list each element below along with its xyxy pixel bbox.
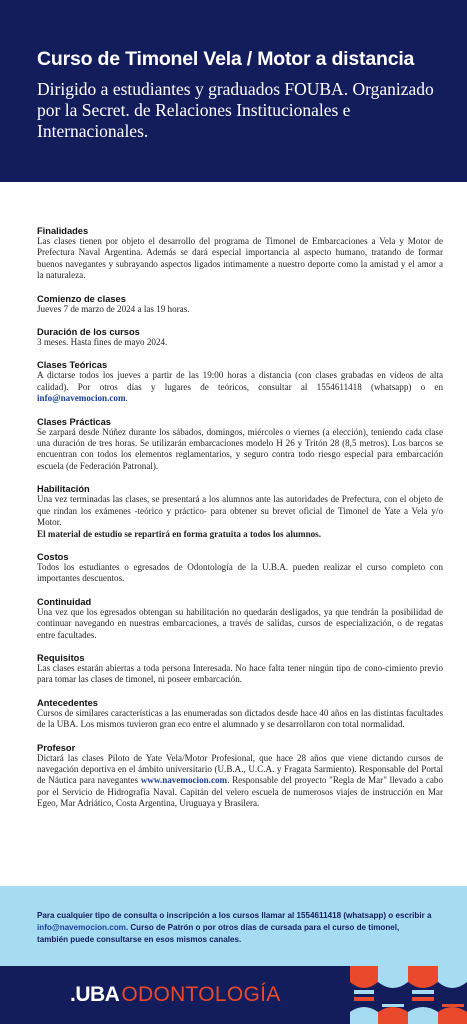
contact-text-part: . Curso de Patrón o por otros días de cursada para el curso de timonel, también puede consultarse en esos mismos canales. — [37, 923, 400, 944]
website-link[interactable]: www.navemocion.com — [140, 775, 228, 786]
footer-email-link[interactable]: info@navemocion.com — [37, 923, 126, 932]
section-finalidades — [37, 226, 443, 282]
section-body: Las clases estarán abiertas a toda persona Interesada. No hace falta tener ningún tipo de cono-cimiento previo para tomar las clases de timonel, ni poseer embarcación. — [37, 662, 443, 685]
logo-uba: .UBA — [70, 983, 120, 1006]
section-title: Costos — [37, 551, 69, 562]
section-body: Una vez terminadas las clases, se presentará a los alumnos ante las autoridades de Prefectura, con el objeto de que rindan los exámenes -teórico y práctico- para obtener su brevet oficial de Timonel de Yate a Vela y/o Motor. — [37, 494, 443, 528]
section-body: 3 meses. Hasta fines de mayo 2024. — [37, 337, 168, 348]
section-duracion — [37, 327, 443, 348]
section-title: Habilitación — [37, 484, 90, 495]
section-body — [37, 370, 443, 404]
section-body: Se zarpará desde Núñez durante los sábados, domingos, miércoles o viernes (a elección), teniendo cada clase una duración de tres horas. Se utilizarán embarcaciones modelo H 26 y Tritón 28 (8,5 metros). Los barcos se encuentran con todos los elementos reglamentarios, y seguro contra todo riesgo especial para embarcación escuela (de Federación Patronal). — [37, 426, 443, 471]
section-title: Duración de los cursos — [37, 327, 140, 338]
section-title: Antecedentes — [37, 697, 98, 708]
section-requisitos — [37, 653, 443, 686]
body-text: A dictarse todos los jueves a partir de las 19:00 horas a distancia (con clases grabadas en videos de alta calidad). Por otros días y lugares de teóricos, consultar al 1554611418 (whatsapp) o en — [37, 370, 443, 392]
contact-box — [0, 886, 467, 966]
section-title: Comienzo de clases — [37, 293, 126, 304]
section-clases-practicas — [37, 417, 443, 473]
section-body: Una vez que los egresados obtengan su habilitación no quedarán desligados, ya que tendrán la posibilidad de continuar navegando en nuestras embarcaciones, a través de salidas, cursos de especialización, o de regatas entre facultades. — [37, 606, 443, 640]
section-costos — [37, 552, 443, 585]
header-banner — [0, 0, 467, 182]
section-body — [37, 753, 443, 810]
section-habilitacion — [37, 484, 443, 540]
page-subtitle: Dirigido a estudiantes y graduados FOUBA. Organizado por la Secret. de Relaciones Institucionales e Internacionales. — [37, 79, 434, 141]
section-continuidad — [37, 597, 443, 641]
body-text: Dictará las clases Piloto de Yate Vela/Motor Profesional, que hace 28 años que viene dictando cursos de navegación deportiva en el ámbito universitario (U.B.A., U.C.A. y Fragata Sarmiento). Responsable del Portal de Náutica para navegantes — [37, 752, 443, 786]
section-body: Jueves 7 de marzo de 2024 a las 19 horas. — [37, 303, 190, 314]
footer-bar — [0, 966, 467, 1024]
section-clases-teoricas — [37, 360, 443, 404]
section-title: Profesor — [37, 742, 76, 753]
section-profesor — [37, 743, 443, 810]
section-title: Continuidad — [37, 596, 92, 607]
section-title: Finalidades — [37, 226, 89, 236]
section-title: Clases Teóricas — [37, 360, 108, 371]
decorative-pattern — [350, 966, 467, 1024]
body-text: . Responsable del proyecto "Regla de Mar" llevado a cabo por el Servicio de Hidrografía Naval. Capitán del velero escuela de numerosos viajes de instrucción en Mar Egeo, Mar Adriático, Costa Argentina, Uruguaya y Brasilera. — [37, 775, 443, 809]
main-content — [37, 226, 443, 822]
section-title: Requisitos — [37, 652, 85, 663]
body-text: . — [125, 393, 128, 404]
section-body: Todos los estudiantes o egresados de Odontología de la U.B.A. pueden realizar el curso completo con importantes descuentos. — [37, 561, 443, 584]
section-title: Clases Prácticas — [37, 416, 111, 427]
section-antecedentes — [37, 698, 443, 731]
page-title: Curso de Timonel Vela / Motor a distancia — [37, 48, 415, 70]
material-note: El material de estudio se repartirá en forma gratuita a todos los alumnos. — [37, 528, 321, 539]
section-body: Las clases tienen por objeto el desarrollo del programa de Timonel de Embarcaciones a Vela y Motor de Prefectura Naval Argentina. Además se dará especial importancia al aspecto humano, tratando de formar buenos navegantes y subrayando aspectos ligados intimamente a nuestro deporte como la amistad y el amor a la naturaleza. — [37, 236, 443, 281]
logo-odontologia: ODONTOLOGÍA — [121, 983, 281, 1006]
section-comienzo — [37, 294, 443, 315]
contact-text-part: Para cualquier tipo de consulta o inscripción a los cursos llamar al 1554611418 (whatsapp) o escribir a — [37, 911, 432, 920]
section-body: Cursos de similares características a las enumeradas son dictados desde hace 40 años en las distintas facultades de la UBA. Los mismos tuvieron gran eco entre el alumnado y se desarrollaron con total normalidad. — [37, 707, 443, 730]
uba-odontologia-logo — [70, 983, 281, 1007]
contact-text — [37, 910, 432, 946]
email-link[interactable]: info@navemocion.com — [37, 393, 126, 404]
